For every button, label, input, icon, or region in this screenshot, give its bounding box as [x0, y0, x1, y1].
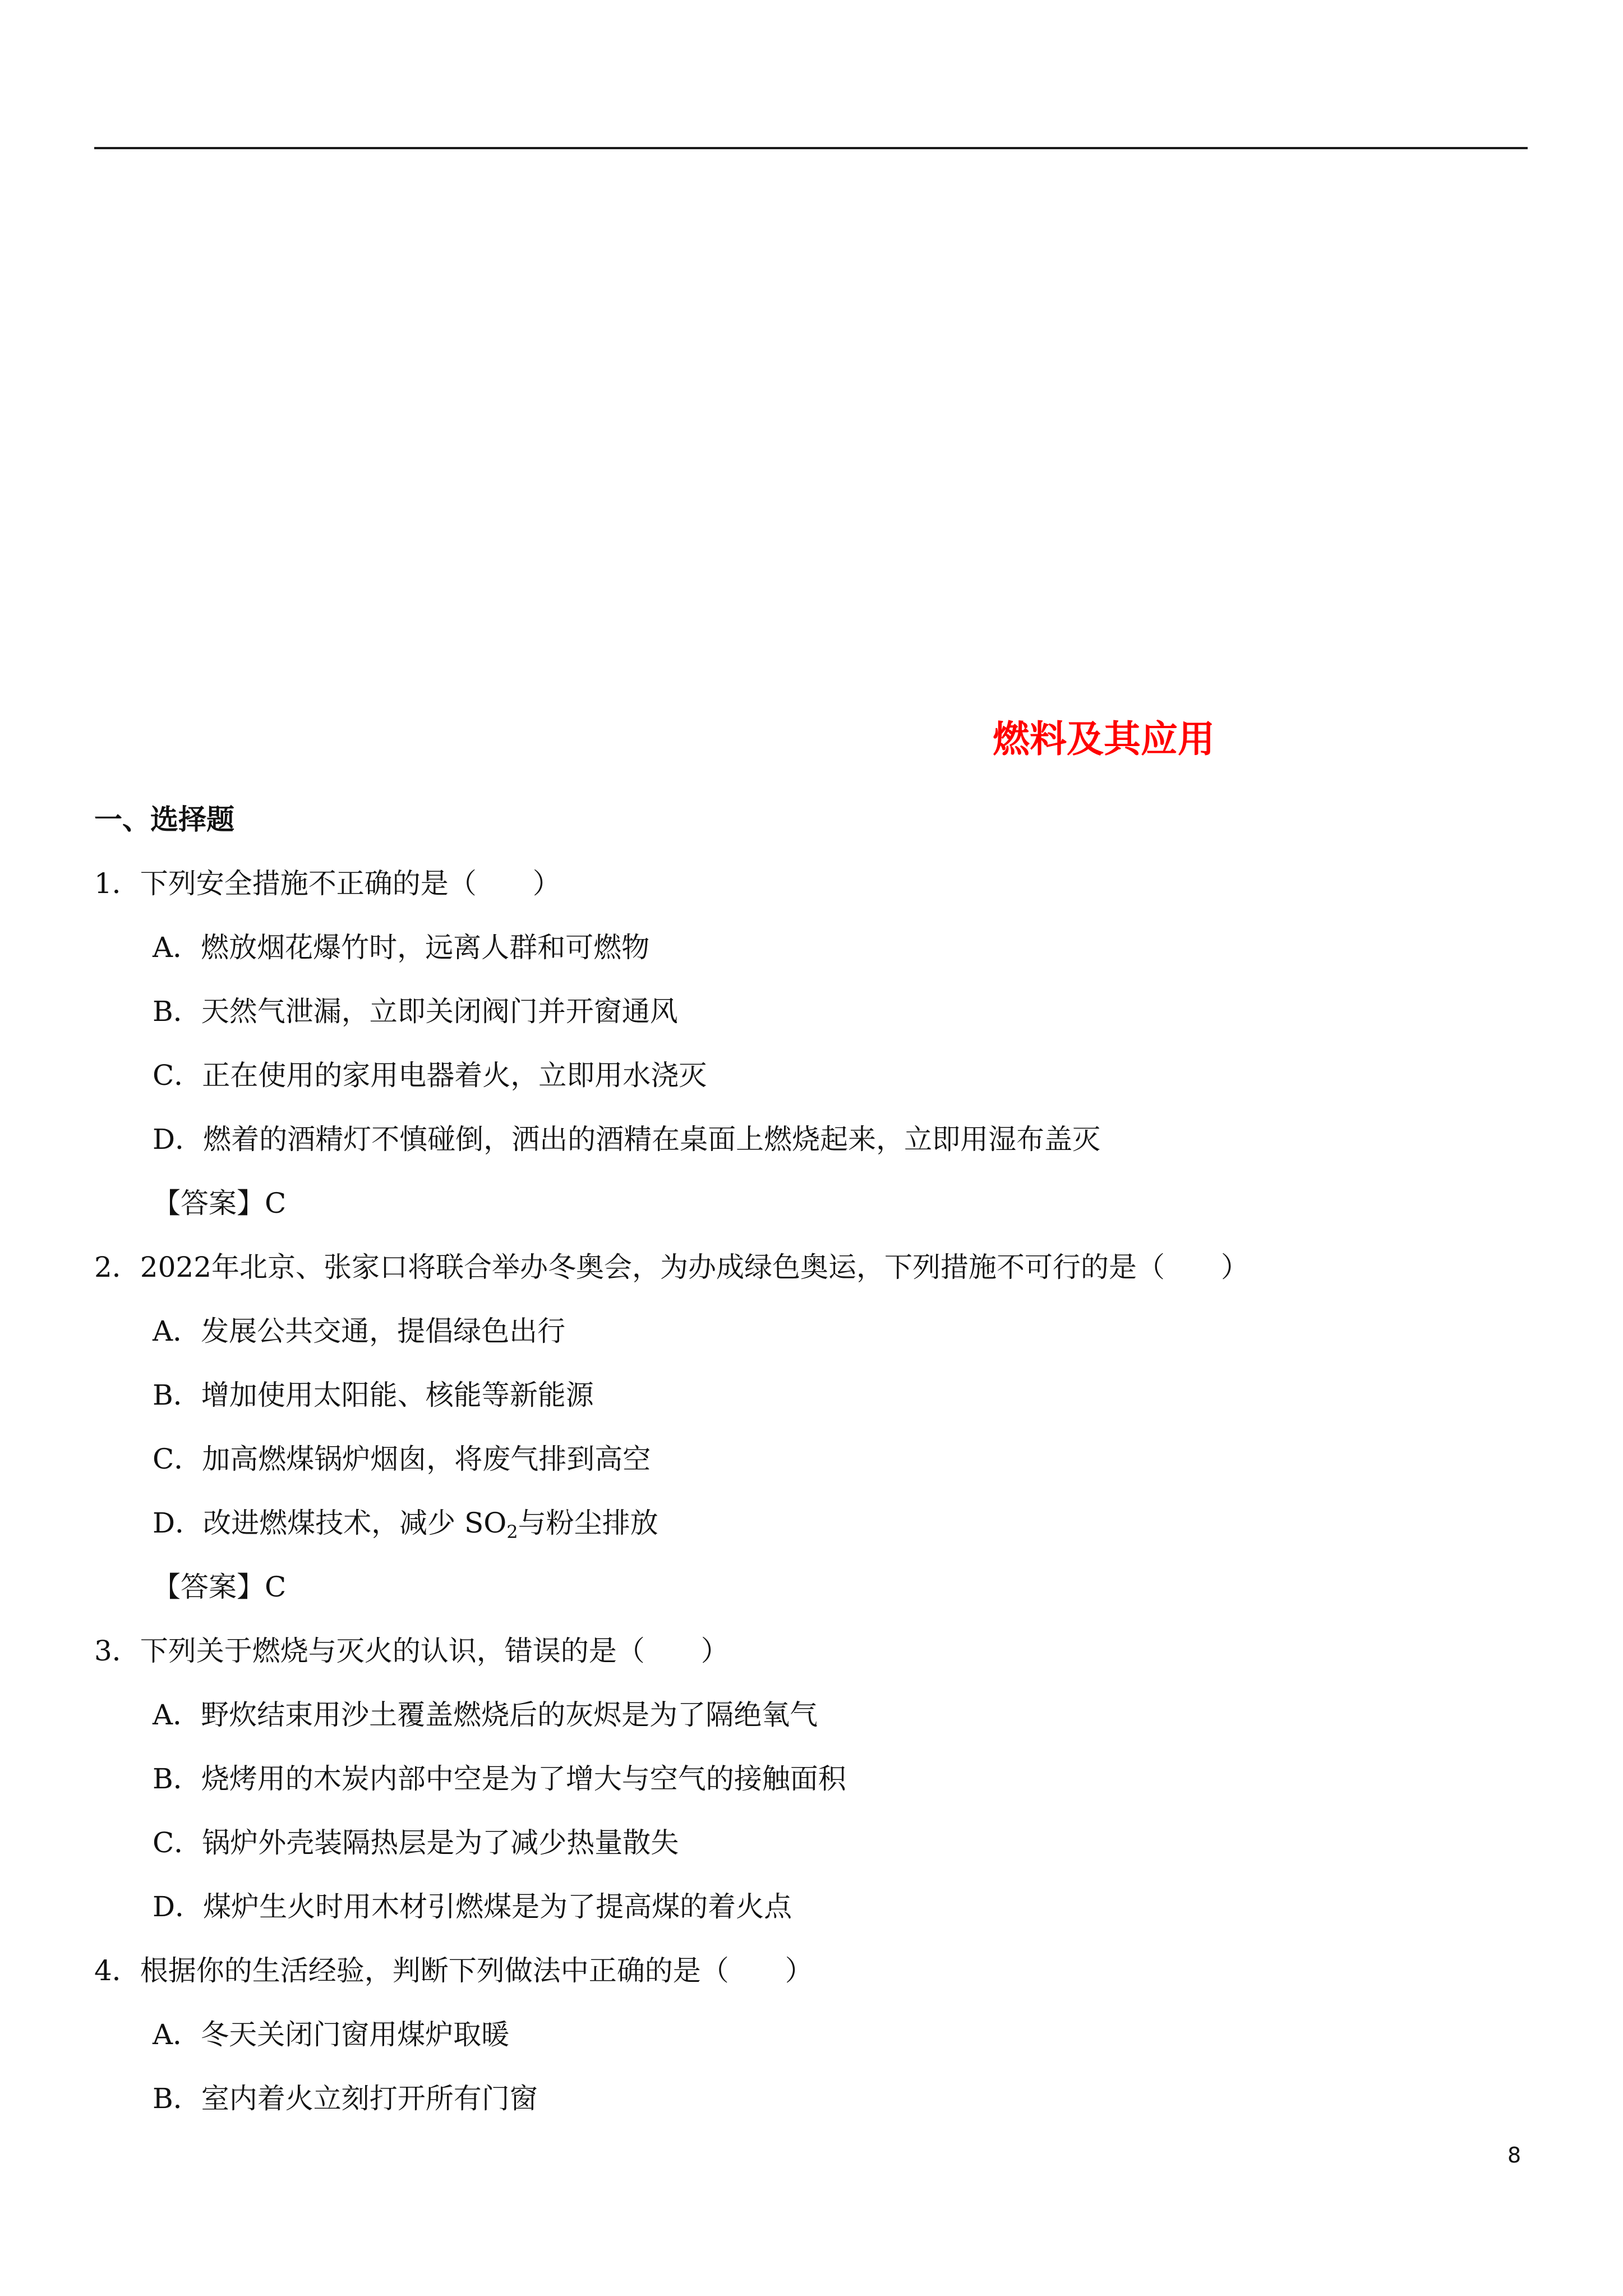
question-1-answer: 【答案】C: [153, 1187, 287, 1220]
question-3-option-d: D．煤炉生火时用木材引燃煤是为了提高煤的着火点: [153, 1890, 792, 1923]
question-4-option-a: A．冬天关闭门窗用煤炉取暖: [153, 2018, 510, 2051]
question-4-option-b: B．室内着火立刻打开所有门窗: [153, 2082, 538, 2115]
question-2-option-d-text: D．改进燃煤技术，减少 SO: [153, 1507, 507, 1539]
page-number: 8: [1507, 2143, 1521, 2168]
question-1-option-d: D．燃着的酒精灯不慎碰倒，洒出的酒精在桌面上燃烧起来，立即用湿布盖灭: [153, 1123, 1101, 1156]
question-1-option-c: C．正在使用的家用电器着火，立即用水浇灭: [153, 1059, 707, 1092]
question-2-option-d-text-end: 与粉尘排放: [518, 1507, 658, 1539]
question-1-option-a: A．燃放烟花爆竹时，远离人群和可燃物: [153, 931, 650, 964]
question-2-option-d-subscript: 2: [506, 1521, 518, 1543]
question-2-option-c: C．加高燃煤锅炉烟囱，将废气排到高空: [153, 1443, 651, 1475]
section-heading: 一、选择题: [94, 803, 234, 836]
question-2-option-d: [153, 1498, 658, 1548]
question-2-stem: 2．2022年北京、张家口将联合举办冬奥会，为办成绿色奥运，下列措施不可行的是（ ）: [94, 1251, 1249, 1283]
question-2-answer: 【答案】C: [153, 1571, 287, 1603]
question-2-option-a: A．发展公共交通，提倡绿色出行: [153, 1315, 566, 1347]
question-3-option-a: A．野炊结束用沙土覆盖燃烧后的灰烬是为了隔绝氧气: [153, 1699, 818, 1731]
question-1-option-b: B．天然气泄漏，立即关闭阀门并开窗通风: [153, 995, 678, 1028]
question-3-option-c: C．锅炉外壳装隔热层是为了减少热量散失: [153, 1826, 679, 1859]
question-1-stem: 1．下列安全措施不正确的是（ ）: [94, 867, 561, 900]
question-3-stem: 3．下列关于燃烧与灭火的认识，错误的是（ ）: [94, 1635, 729, 1667]
question-2-option-b: B．增加使用太阳能、核能等新能源: [153, 1379, 594, 1411]
header-rule: [94, 147, 1528, 149]
document-title: 燃料及其应用: [993, 717, 1215, 761]
question-4-stem: 4．根据你的生活经验，判断下列做法中正确的是（ ）: [94, 1954, 813, 1987]
question-3-option-b: B．烧烤用的木炭内部中空是为了增大与空气的接触面积: [153, 1763, 846, 1795]
